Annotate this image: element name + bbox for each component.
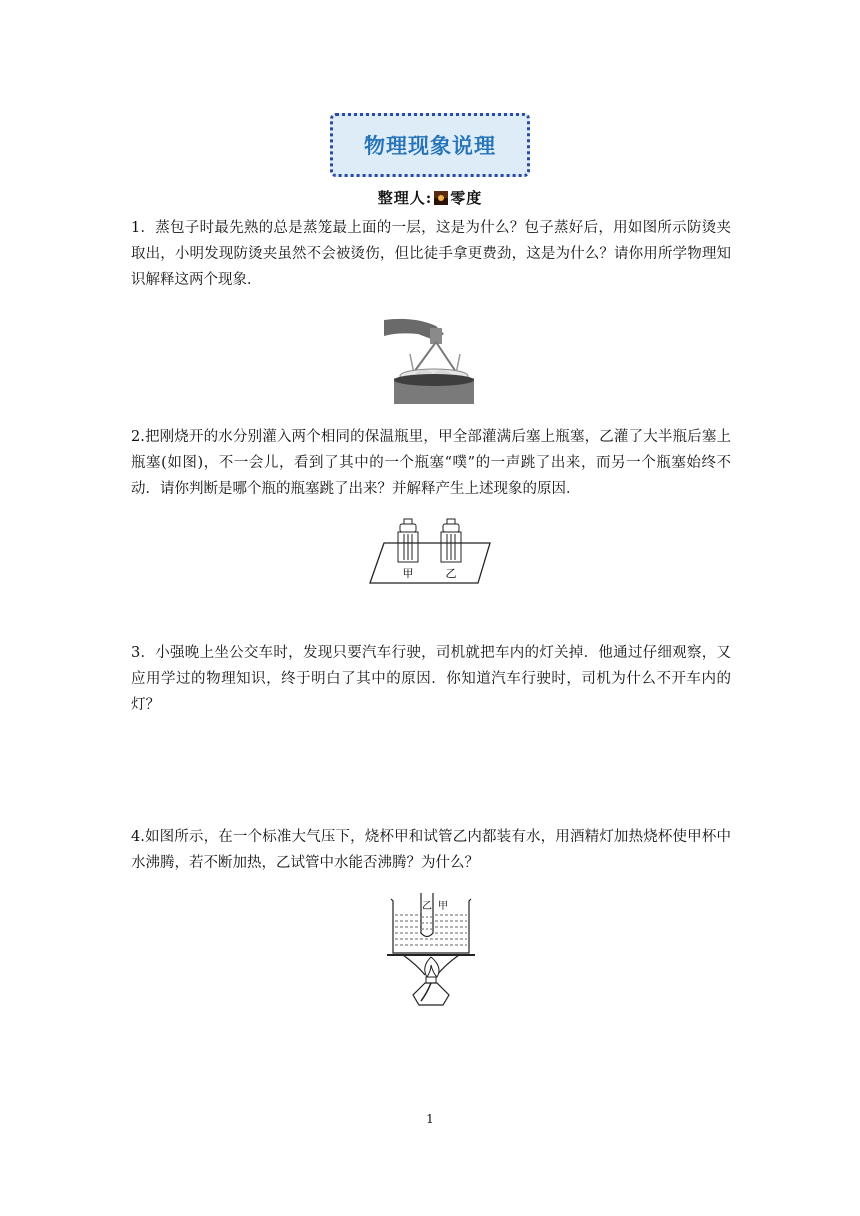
test-tube-label-yi: 乙 — [422, 901, 432, 912]
title-box — [330, 113, 530, 177]
thermos-bottles-figure — [368, 515, 492, 585]
beaker-label-jia: 甲 — [438, 901, 448, 912]
author-name: 零度 — [450, 189, 483, 207]
question-3: 3．小强晚上坐公交车时，发现只要汽车行驶，司机就把车内的灯关掉．他通过仔细观察，又应用学过的物理知识，终于明白了其中的原因．你知道汽车行驶时，司机为什么不开车内的灯？ — [131, 645, 731, 713]
question-1: 1．蒸包子时最先熟的总是蒸笼最上面的一层，这是为什么？包子蒸好后，用如图所示防烫夹取出，小明发现防烫夹虽然不会被烫伤，但比徒手拿更费劲，这是为什么？请你用所学物理知识解释这两个现象． — [131, 220, 731, 288]
bottle-label-yi: 乙 — [445, 567, 457, 580]
author-prefix: 整理人: — [377, 189, 433, 207]
bottle-label-jia: 甲 — [402, 567, 414, 580]
question-4: 4.如图所示，在一个标准大气压下，烧杯甲和试管乙内都装有水，用酒精灯加热烧杯使甲杯中水沸腾，若不断加热，乙试管中水能否沸腾？为什么？ — [131, 829, 731, 871]
author-avatar-icon — [434, 191, 448, 205]
question-2: 2.把刚烧开的水分别灌入两个相同的保温瓶里，甲全部灌满后塞上瓶塞，乙灌了大半瓶后塞上瓶塞(如图)，不一会儿，看到了其中的一个瓶塞“噗”的一声跳了出来，而另一个瓶塞始终不动．请你判断是哪个瓶的瓶塞跳了出来？并解释产生上述现象的原因． — [131, 429, 731, 497]
author-line — [0, 187, 860, 208]
page-number: 1 — [426, 1112, 434, 1126]
steamer-tongs-figure — [384, 314, 476, 404]
page-title: 物理现象说理 — [364, 134, 496, 158]
beaker-testtube-figure — [383, 893, 479, 1007]
